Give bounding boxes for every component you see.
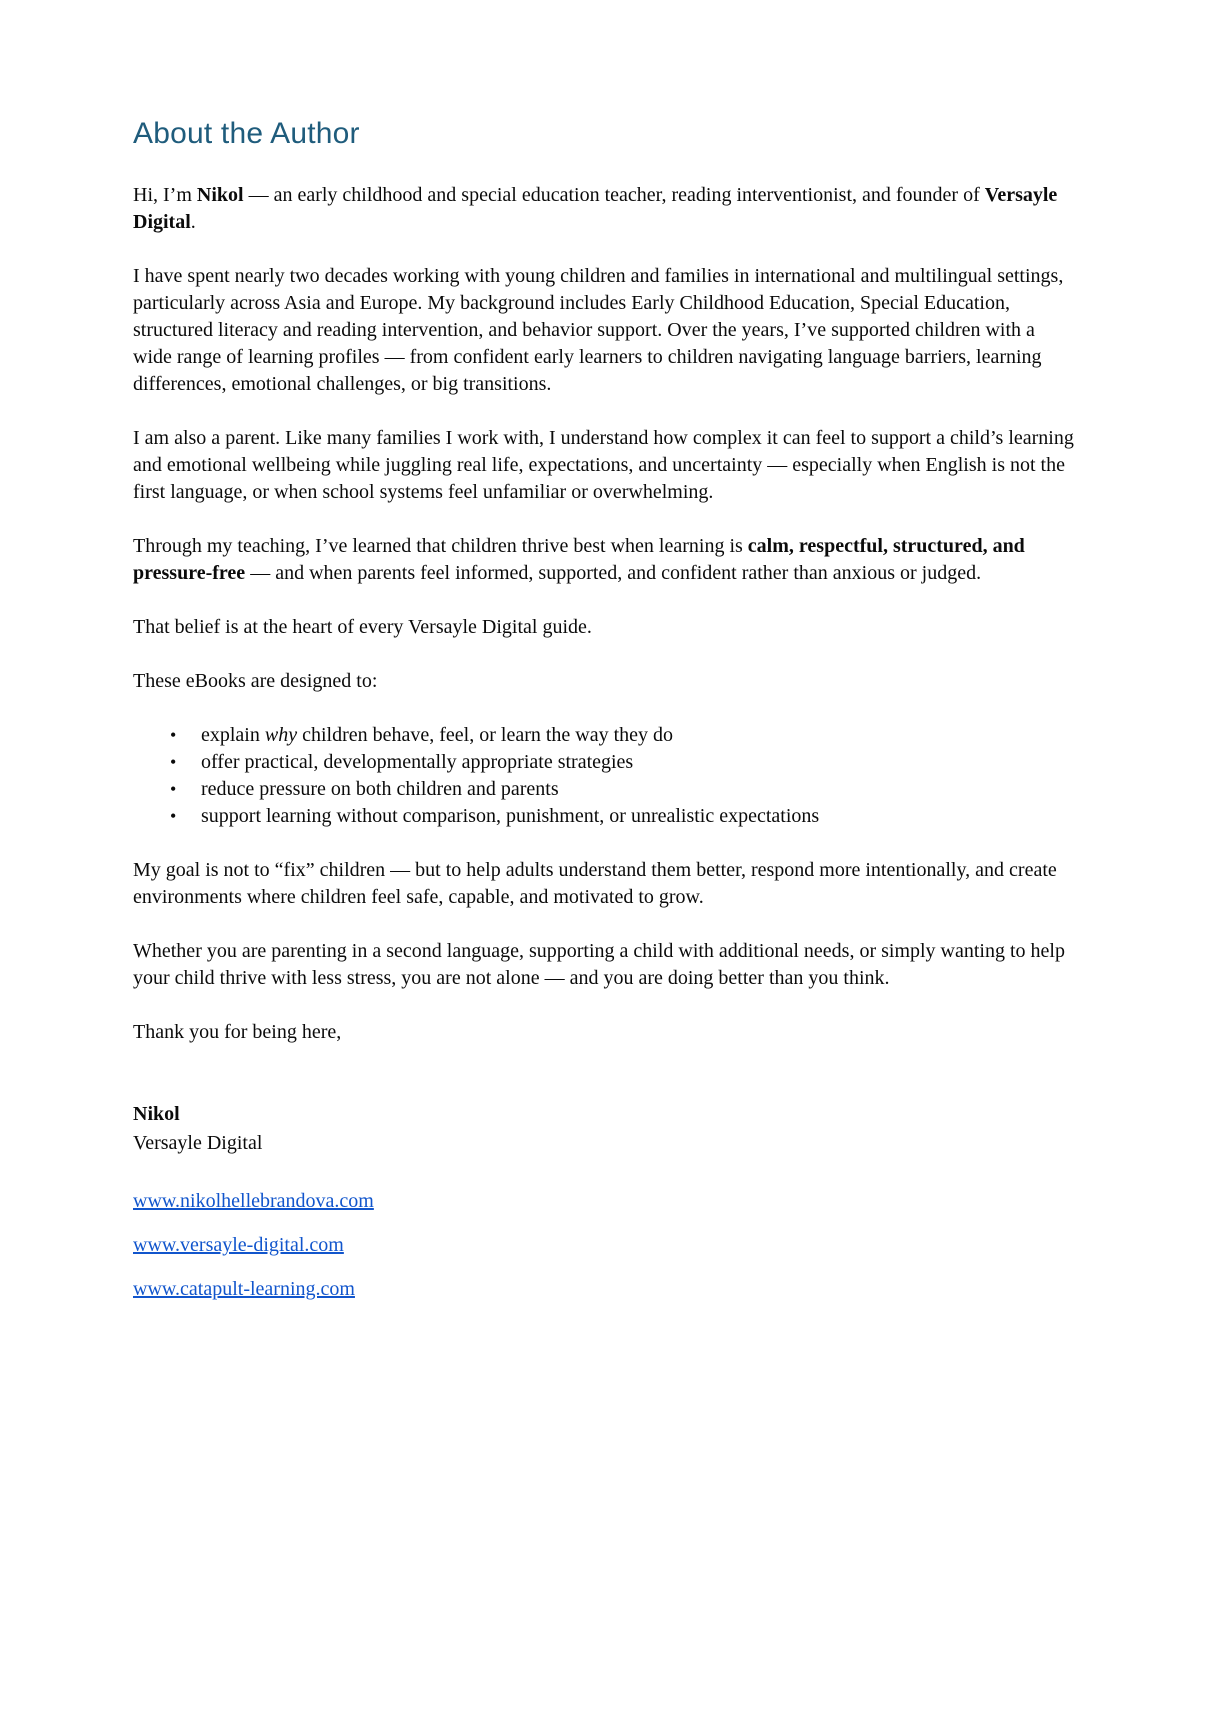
- text-run: Hi, I’m: [133, 184, 197, 206]
- text-run: Versayle Digital: [133, 1132, 263, 1154]
- text-run: children behave, feel, or learn the way they do: [297, 724, 674, 746]
- website-link[interactable]: www.catapult-learning.com: [133, 1278, 355, 1300]
- paragraph: [133, 533, 1077, 587]
- text-run: — and when parents feel informed, supported, and confident rather than anxious or judged.: [245, 562, 982, 584]
- paragraph: [133, 668, 1077, 695]
- paragraph: [133, 1019, 1077, 1046]
- text-run: That belief is at the heart of every Versayle Digital guide.: [133, 616, 592, 638]
- bold-text: calm, respectful, structured, and pressure-free: [133, 535, 1025, 584]
- italic-text: why: [264, 724, 298, 746]
- text-run: Whether you are parenting in a second language, supporting a child with additional needs, or simply wanting to help your child thrive with less stress, you are not alone — and you are doing better than you think.: [133, 940, 1065, 989]
- text-run: Thank you for being here,: [133, 1021, 342, 1043]
- paragraph: [133, 938, 1077, 992]
- list-item: [201, 749, 1077, 776]
- text-run: My goal is not to “fix” children — but to help adults understand them better, respond more intentionally, and create environments where children feel safe, capable, and motivated to grow.: [133, 859, 1057, 908]
- bold-text: Versayle Digital: [133, 184, 1058, 233]
- paragraph: [133, 425, 1077, 506]
- website-link[interactable]: www.versayle-digital.com: [133, 1234, 344, 1256]
- text-run: These eBooks are designed to:: [133, 670, 378, 692]
- list-item: [201, 776, 1077, 803]
- list-item: [201, 722, 1077, 749]
- link-line: [133, 1276, 1077, 1303]
- text-run: .: [190, 211, 196, 233]
- text-run: offer practical, developmentally appropriate strategies: [201, 751, 634, 773]
- text-run: explain: [201, 724, 265, 746]
- paragraph: [133, 614, 1077, 641]
- text-run: I have spent nearly two decades working with young children and families in international and multilingual settings, particularly across Asia and Europe. My background includes Early Childhood Education, Special Education, structured literacy and reading intervention, and behavior support. Over the years, I’ve supported children with a wide range of learning profiles — from confident early learners to children navigating language barriers, learning differences, emotional challenges, or big transitions.: [133, 265, 1064, 395]
- list-item: [201, 803, 1077, 830]
- bullet-list: [133, 722, 1077, 830]
- document-body: [133, 182, 1077, 1303]
- bold-text: Nikol: [196, 184, 244, 206]
- text-run: — an early childhood and special education teacher, reading interventionist, and founder of: [243, 184, 985, 206]
- text-run: I am also a parent. Like many families I work with, I understand how complex it can feel to support a child’s learning and emotional wellbeing while juggling real life, expectations, and uncertainty — especially when English is not the first language, or when school systems feel unfamiliar or overwhelming.: [133, 427, 1074, 503]
- text-run: support learning without comparison, punishment, or unrealistic expectations: [201, 805, 820, 827]
- paragraph: [133, 263, 1077, 398]
- page-title: About the Author: [133, 117, 360, 150]
- link-line: [133, 1188, 1077, 1215]
- text-run: reduce pressure on both children and parents: [201, 778, 559, 800]
- signature-block: [133, 1100, 1077, 1158]
- paragraph: [133, 182, 1077, 236]
- paragraph: [133, 857, 1077, 911]
- text-run: Through my teaching, I’ve learned that children thrive best when learning is: [133, 535, 748, 557]
- bold-text: Nikol: [133, 1103, 180, 1125]
- website-link[interactable]: www.nikolhellebrandova.com: [133, 1190, 374, 1212]
- link-line: [133, 1232, 1077, 1259]
